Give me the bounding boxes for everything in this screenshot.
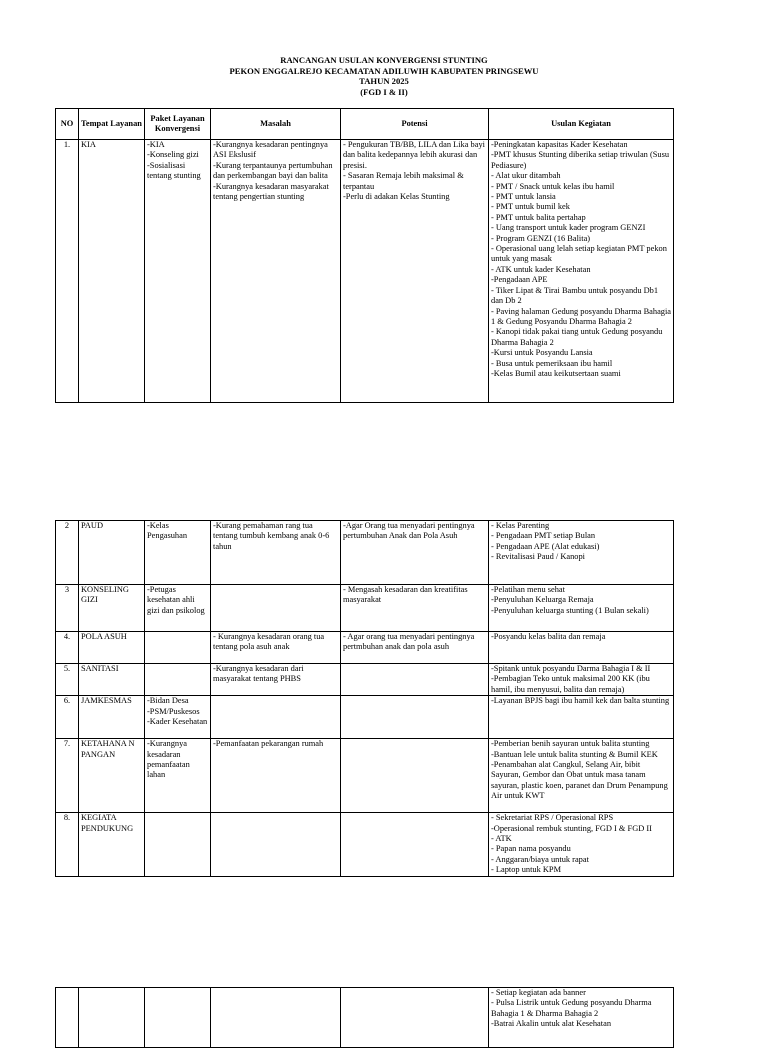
masalah-line: -Kurang terpantaunya pertumbuhan dan perkembangan bayi dan balita (213, 160, 333, 181)
usulan-line: -Pengadaan APE (491, 275, 548, 285)
usulan-line: - Operasional uang lelah setiap kegiatan PMT pekon untuk yang masak (491, 244, 667, 264)
cell-masalah (211, 632, 341, 664)
usulan-line: - PMT untuk balita pertahap (491, 212, 586, 222)
usulan-line: - Paving halaman Gedung posyandu Dharma Bahagia 1 & Gedung Posyandu Dharma Bahagia 2 (491, 306, 672, 326)
table-row (56, 739, 674, 813)
usulan-line: -Pembagian Teko untuk maksimal 200 KK (ibu hamil, ibu menyusui, balita dan remaja) (491, 674, 650, 694)
table-header-row (56, 109, 674, 140)
cell-potensi (341, 988, 489, 1048)
cell-masalah (211, 813, 341, 876)
cell-paket (145, 813, 211, 876)
masalah-line: -Pemanfaatan pekarangan rumah (213, 739, 324, 749)
usulan-line: -Penyuluhan keluarga stunting (1 Bulan sekali) (491, 605, 649, 615)
usulan-line: -Operasional rembuk stunting, FGD I & FGD II (491, 823, 652, 833)
table-row (56, 632, 674, 664)
usulan-line: - Sekretariat RPS / Operasional RPS (491, 813, 614, 823)
potensi-line: - Mengasah kesadaran dan kreatifitas masyarakat (343, 585, 468, 605)
usulan-line: - PMT / Snack untuk kelas ibu hamil (491, 181, 615, 191)
cell-paket (145, 585, 211, 632)
masalah-line: -Kurang pemahaman rang tua tentang tumbuh kembang anak 0-6 tahun (213, 521, 330, 551)
usulan-line: - Laptop untuk KPM (491, 865, 562, 875)
usulan-line: - Busa untuk pemeriksaan ibu hamil (491, 358, 613, 368)
usulan-line: - Pengadaan PMT setiap Bulan (491, 531, 596, 541)
header-masalah: Masalah (211, 109, 341, 140)
potensi-line: - Agar orang tua menyadari pentingnya pertmbuhan anak dan pola asuh (343, 632, 475, 652)
cell-masalah (211, 140, 341, 403)
title-line-1: RANCANGAN USULAN KONVERGENSI STUNTING (280, 55, 488, 65)
usulan-line: -Peningkatan kapasitas Kader Kesehatan (491, 140, 628, 149)
cell-paket (145, 988, 211, 1048)
cell-masalah (211, 988, 341, 1048)
cell-usulan (489, 664, 674, 696)
cell-masalah (211, 739, 341, 813)
cell-usulan (489, 632, 674, 664)
masalah-line: -Kurangnya kesadaran masyarakat tentang pengertian stunting (213, 181, 329, 202)
usulan-line: -Kelas Bumil atau keikutsertaan suami (491, 368, 621, 378)
cell-paket (145, 140, 211, 403)
table-row (56, 696, 674, 739)
usulan-line: - Program GENZI (16 Balita) (491, 233, 591, 243)
usulan-line: - Pulsa Listrik untuk Gedung posyandu Dharma Bahagia 1 & Dharma Bahagia 2 (491, 998, 652, 1018)
usulan-line: -Penyuluhan Keluarga Remaja (491, 595, 594, 605)
usulan-line: -Penambahan alat Cangkul, Selang Air, bibit Sayuran, Gembor dan Obat untuk masa tanam sayuran, plastic koen, paranet dan Drum Penampung Air untuk KWT (491, 760, 668, 801)
cell-tempat-layanan: KEGIATA PENDUKUNG (79, 813, 145, 876)
cell-no: 3 (56, 585, 79, 632)
cell-no: 8. (56, 813, 79, 876)
cell-tempat-layanan: KETAHANA N PANGAN (79, 739, 145, 813)
usulan-line: - ATK (491, 834, 512, 844)
cell-no: 1. (56, 140, 79, 403)
cell-no: 2 (56, 521, 79, 585)
cell-no: 6. (56, 696, 79, 739)
usulan-line: - ATK untuk kader Kesehatan (491, 264, 591, 274)
cell-no: 4. (56, 632, 79, 664)
usulan-line: -Pemberian benih sayuran untuk balita stunting (491, 739, 650, 749)
table-row (56, 521, 674, 585)
title-line-3: TAHUN 2025 (359, 76, 409, 86)
paket-line: -PSM/Puskesos (147, 706, 200, 716)
title-line-2: PEKON ENGGALREJO KECAMATAN ADILUWIH KABUPATEN PRINGSEWU (229, 65, 539, 76)
document-title (0, 55, 768, 97)
cell-usulan (489, 140, 674, 403)
usulan-line: - Kanopi tidak pakai tiang untuk Gedung posyandu Dharma Bahagia 2 (491, 327, 663, 347)
cell-masalah (211, 521, 341, 585)
potensi-line: - Sasaran Remaja lebih maksimal & terpantau (343, 171, 464, 191)
cell-paket (145, 696, 211, 739)
cell-potensi (341, 521, 489, 585)
paket-line: -Kelas Pengasuhan (147, 521, 188, 541)
cell-usulan (489, 739, 674, 813)
table-row (56, 813, 674, 876)
header-usulan-kegiatan: Usulan Kegiatan (489, 109, 674, 140)
cell-potensi (341, 140, 489, 403)
usulan-line: -Posyandu kelas balita dan remaja (491, 632, 606, 641)
cell-potensi (341, 632, 489, 664)
cell-paket (145, 739, 211, 813)
header-tempat-layanan: Tempat Layanan (79, 109, 145, 140)
usulan-line: - Revitalisasi Paud / Kanopi (491, 552, 585, 562)
cell-tempat-layanan: KIA (79, 140, 145, 403)
usulan-line: -Kursi untuk Posyandu Lansia (491, 348, 593, 358)
cell-potensi (341, 664, 489, 696)
masalah-line: -Kurangnya kesadaran pentingnya ASI Ekslusif (213, 140, 328, 160)
cell-tempat-layanan: KONSELING GIZI (79, 585, 145, 632)
cell-usulan (489, 585, 674, 632)
cell-potensi (341, 585, 489, 632)
table-row (56, 664, 674, 696)
cell-paket (145, 664, 211, 696)
cell-masalah (211, 585, 341, 632)
cell-tempat-layanan: SANITASI (79, 664, 145, 696)
masalah-line: - Kurangnya kesadaran orang tua tentang pola asuh anak (213, 632, 325, 652)
header-paket-layanan: Paket Layanan Konvergensi (145, 109, 211, 140)
header-potensi: Potensi (341, 109, 489, 140)
masalah-line: -Kurangnya kesadaran dari masyarakat tentang PHBS (213, 664, 304, 684)
usulan-line: - Pengadaan APE (Alat edukasi) (491, 541, 600, 551)
cell-potensi (341, 813, 489, 876)
proposal-table-page-3 (55, 987, 674, 1048)
cell-paket (145, 632, 211, 664)
paket-line: -Petugas kesehatan ahli gizi dan psikolog (147, 585, 205, 615)
table-row (56, 140, 674, 403)
usulan-line: - Setiap kegiatan ada banner (491, 988, 586, 997)
cell-usulan (489, 988, 674, 1048)
usulan-line: - Anggaran/biaya untuk rapat (491, 854, 589, 864)
usulan-line: - PMT untuk bumil kek (491, 202, 570, 212)
potensi-line: -Perlu di adakan Kelas Stunting (343, 192, 450, 202)
cell-usulan (489, 521, 674, 585)
proposal-table-page-1 (55, 108, 674, 403)
usulan-line: -Pelatihan menu sehat (491, 585, 565, 594)
cell-usulan (489, 696, 674, 739)
title-line-4: (FGD I & II) (360, 86, 408, 97)
paket-line: -Kurangnya kesadaran pemanfaatan lahan (147, 739, 190, 780)
usulan-line: -Bantuan lele untuk balita stunting & Bumil KEK (491, 749, 658, 759)
cell-paket (145, 521, 211, 585)
cell-tempat-layanan: POLA ASUH (79, 632, 145, 664)
usulan-line: - Papan nama posyandu (491, 844, 571, 854)
usulan-line: -Spitank untuk posyandu Darma Bahagia I & II (491, 664, 651, 673)
paket-line: -Sosialisasi tentang stunting (147, 160, 201, 181)
table-row (56, 585, 674, 632)
paket-line: -Kader Kesehatan (147, 717, 208, 727)
potensi-line: - Pengukuran TB/BB, LILA dan Lika bayi dan balita kedepannya lebih akurasi dan presisi. (343, 140, 485, 170)
cell-tempat-layanan (79, 988, 145, 1048)
paket-line: -Konseling gizi (147, 150, 199, 160)
cell-potensi (341, 739, 489, 813)
cell-masalah (211, 696, 341, 739)
proposal-table-page-2 (55, 520, 674, 877)
usulan-line: -PMT khusus Stunting diberika setiap triwulan (Susu Pediasure) (491, 150, 670, 170)
usulan-line: -Batrai Akalin untuk alat Kesehatan (491, 1019, 612, 1029)
usulan-line: -Layanan BPJS bagi ibu hamil kek dan balta stunting (491, 696, 670, 706)
usulan-line: - Tiker Lipat & Tirai Bambu untuk posyandu Db1 dan Db 2 (491, 285, 659, 306)
paket-line: -Bidan Desa (147, 696, 189, 706)
potensi-line: -Agar Orang tua menyadari pentingnya pertumbuhan Anak dan Pola Asuh (343, 521, 475, 541)
cell-potensi (341, 696, 489, 739)
cell-usulan (489, 813, 674, 876)
table-row (56, 988, 674, 1048)
cell-no: 7. (56, 739, 79, 813)
paket-line: -KIA (147, 140, 165, 149)
header-no: NO (56, 109, 79, 140)
cell-masalah (211, 664, 341, 696)
usulan-line: - Uang transport untuk kader program GENZI (491, 223, 646, 233)
usulan-line: - Alat ukur ditambah (491, 171, 561, 181)
cell-tempat-layanan: JAMKESMAS (79, 696, 145, 739)
cell-tempat-layanan: PAUD (79, 521, 145, 585)
cell-no: 5. (56, 664, 79, 696)
usulan-line: - PMT untuk lansia (491, 192, 556, 202)
cell-no (56, 988, 79, 1048)
usulan-line: - Kelas Parenting (491, 521, 550, 530)
